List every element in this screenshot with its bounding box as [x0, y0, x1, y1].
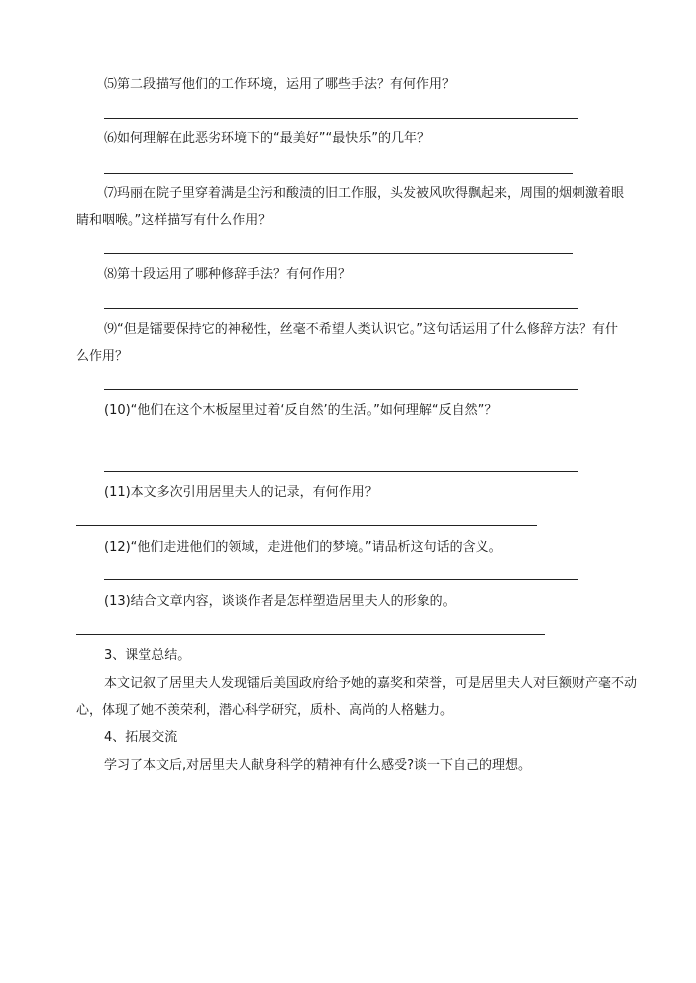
question-5: ⑸第二段描写他们的工作环境，运用了哪些手法？有何作用？: [104, 77, 456, 92]
extension-heading: 4、拓展交流: [104, 730, 178, 745]
answer-line-8[interactable]: [104, 308, 578, 309]
answer-line-6[interactable]: [104, 173, 573, 174]
extension-line-1: 学习了本文后,对居里夫人献身科学的精神有什么感受?谈一下自己的理想。: [104, 758, 532, 773]
summary-line-2: 心，体现了她不羡荣利，潜心科学研究，质朴、高尚的人格魅力。: [76, 703, 454, 718]
question-11: (11)本文多次引用居里夫人的记录，有何作用？: [104, 485, 378, 500]
question-10: (10)“他们在这个木板屋里过着‘反自然’的生活。”如何理解“反自然”？: [104, 403, 498, 418]
summary-line-1: 本文记叙了居里夫人发现镭后美国政府给予她的嘉奖和荣誉，可是居里夫人对巨额财产毫不动: [104, 676, 638, 691]
answer-line-10[interactable]: [104, 471, 578, 472]
question-7-line-2: 睛和咽喉。”这样描写有什么作用？: [76, 213, 272, 228]
answer-line-7[interactable]: [104, 253, 573, 254]
answer-line-9[interactable]: [104, 389, 578, 390]
question-9-line-1: ⑼“但是镭要保持它的神秘性，丝毫不希望人类认识它。”这句话运用了什么修辞方法？有什: [104, 322, 618, 337]
question-13: (13)结合文章内容，谈谈作者是怎样塑造居里夫人的形象的。: [104, 594, 456, 609]
answer-line-11[interactable]: [76, 525, 537, 526]
answer-line-5[interactable]: [104, 118, 578, 119]
answer-line-13[interactable]: [76, 634, 545, 635]
answer-line-12[interactable]: [104, 579, 578, 580]
summary-heading: 3、课堂总结。: [104, 648, 191, 663]
question-12: (12)“他们走进他们的领域，走进他们的梦境。”请品析这句话的含义。: [104, 540, 502, 555]
question-8: ⑻第十段运用了哪种修辞手法？有何作用？: [104, 267, 352, 282]
question-6: ⑹如何理解在此恶劣环境下的“最美好”“最快乐”的几年？: [104, 131, 430, 146]
question-7-line-1: ⑺玛丽在院子里穿着满是尘污和酸渍的旧工作服，头发被风吹得飘起来，周围的烟刺激着眼: [104, 186, 625, 201]
question-9-line-2: 么作用？: [76, 349, 129, 364]
